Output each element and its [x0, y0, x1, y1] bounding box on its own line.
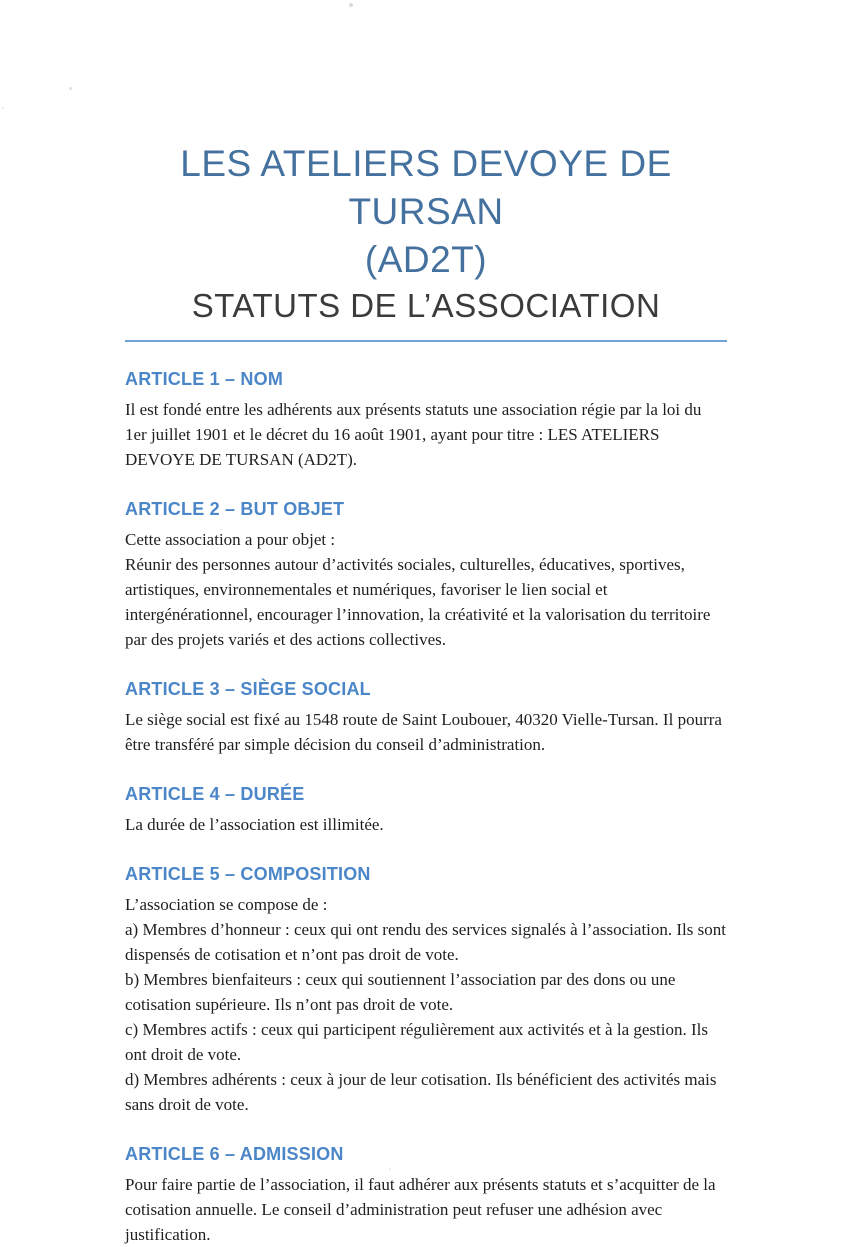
article-paragraph: Le siège social est fixé au 1548 route de Saint Loubouer, 40320 Vielle-Tursan. Il pourra être transféré par simple décision du conseil d’administration. — [125, 710, 722, 754]
document-title-line1: LES ATELIERS DEVOYE DE TURSAN — [180, 143, 672, 232]
article-paragraph: Cette association a pour objet : — [125, 530, 336, 549]
scan-speck — [349, 3, 353, 7]
article-section — [125, 498, 727, 652]
article-section — [125, 863, 727, 1117]
article-heading: ARTICLE 5 – COMPOSITION — [125, 864, 371, 884]
article-paragraph: d) Membres adhérents : ceux à jour de leur cotisation. Ils bénéficient des activités mais sans droit de vote. — [125, 1070, 717, 1114]
article-paragraph: c) Membres actifs : ceux qui participent régulièrement aux activités et à la gestion. Ils ont droit de vote. — [125, 1020, 708, 1064]
article-paragraph: b) Membres bienfaiteurs : ceux qui soutiennent l’association par des dons ou une cotisation supérieure. Ils n’ont pas droit de vote. — [125, 970, 676, 1014]
article-paragraph: L’association se compose de : — [125, 895, 328, 914]
article-heading: ARTICLE 4 – DURÉE — [125, 784, 305, 804]
scan-speck — [2, 107, 4, 109]
article-paragraph: a) Membres d’honneur : ceux qui ont rendu des services signalés à l’association. Ils sont dispensés de cotisation et n’ont pas droit de vote. — [125, 920, 726, 964]
scan-speck — [389, 1168, 391, 1170]
article-paragraph: Pour faire partie de l’association, il faut adhérer aux présents statuts et s’acquitter de la cotisation annuelle. Le conseil d’administration peut refuser une adhésion avec justification. — [125, 1175, 716, 1244]
article-paragraph: La durée de l’association est illimitée. — [125, 815, 384, 834]
document-subtitle: STATUTS DE L’ASSOCIATION — [191, 287, 661, 324]
document-header — [125, 140, 727, 342]
article-heading: ARTICLE 1 – NOM — [125, 369, 284, 389]
article-section — [125, 368, 727, 472]
title-rule — [125, 340, 727, 342]
article-paragraph: Il est fondé entre les adhérents aux présents statuts une association régie par la loi du 1er juillet 1901 et le décret du 16 août 1901, ayant pour titre : LES ATELIERS DEVOYE DE TURSAN (AD2T). — [125, 400, 702, 469]
article-heading: ARTICLE 6 – ADMISSION — [125, 1144, 344, 1164]
scan-speck — [69, 87, 72, 90]
articles-container — [125, 368, 727, 1247]
article-section — [125, 1143, 727, 1247]
document-title-line2: (AD2T) — [364, 239, 488, 280]
article-section — [125, 783, 727, 837]
article-heading: ARTICLE 3 – SIÈGE SOCIAL — [125, 679, 371, 699]
article-section — [125, 678, 727, 757]
article-heading: ARTICLE 2 – BUT OBJET — [125, 499, 345, 519]
article-paragraph: Réunir des personnes autour d’activités sociales, culturelles, éducatives, sportives, artistiques, environnementales et numériques, favoriser le lien social et intergénérationnel, encourager l’innovation, la créativité et la valorisation du territoire par des projets variés et des actions collectives. — [125, 555, 711, 649]
